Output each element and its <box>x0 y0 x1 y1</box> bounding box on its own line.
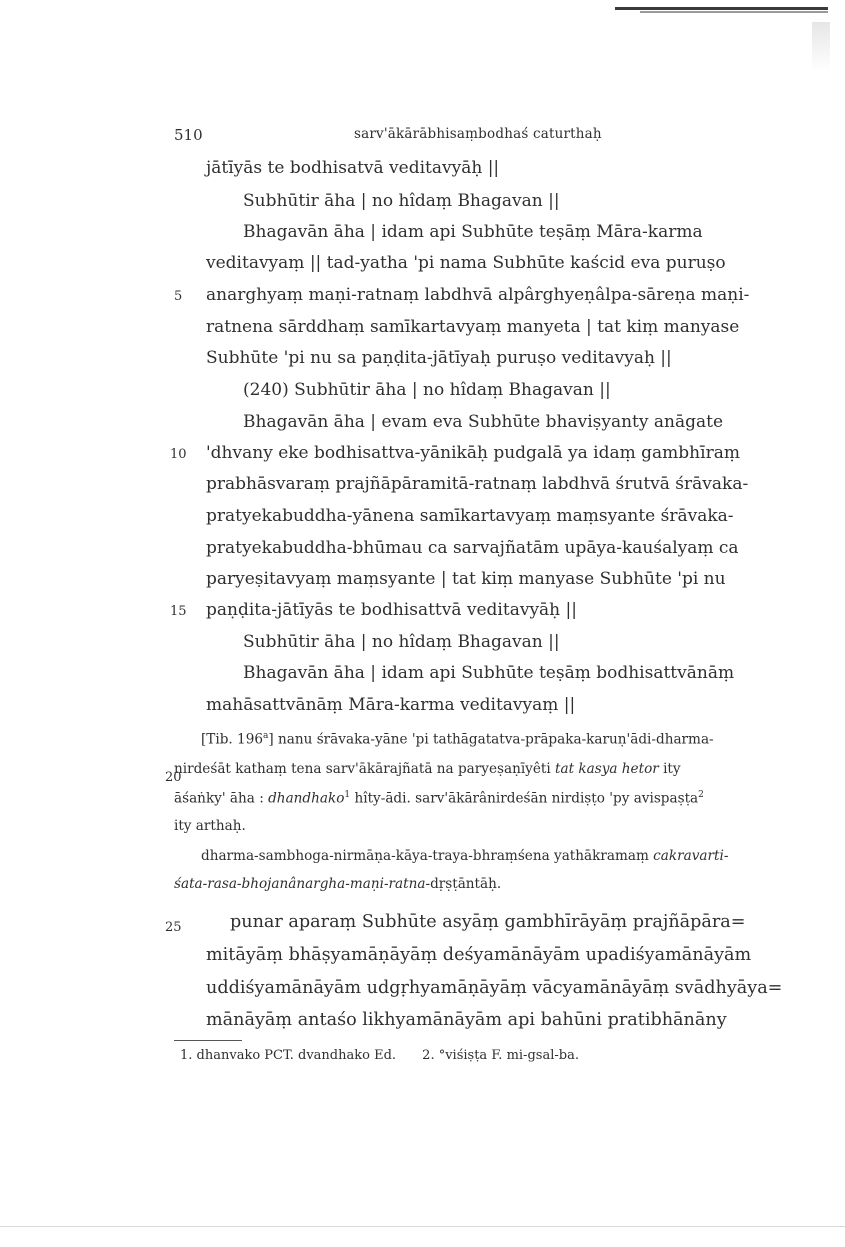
text-line: Subhūtir āha | no hîdaṃ Bhagavan || <box>243 191 560 211</box>
text-line: 'dhvany eke bodhisattva-yānikāḥ pudgalā ya idaṃ gambhīraṃ <box>206 443 740 463</box>
text-line: Bhagavān āha | evam eva Subhūte bhaviṣyanty anāgate <box>243 412 724 432</box>
line-number: 20 <box>165 770 182 785</box>
scan-corner-shadow <box>812 22 830 72</box>
passage-line: uddiśyamānāyām udgṛhyamāṇāyāṃ vācyamānāyāṃ svādhyāya= <box>206 978 783 998</box>
text-line: ratnena sārddhaṃ samīkartavyaṃ manyeta | tat kiṃ manyase <box>206 317 740 337</box>
commentary-line: śata-rasa-bhojanânargha-maṇi-ratna-dṛṣṭāntāḥ. <box>174 876 502 892</box>
commentary-line: [Tib. 196$^a$] nanu śrāvaka-yāne 'pi tathāgatatva-prāpaka-karuṇ'ādi-dharma- <box>201 731 714 748</box>
commentary-line: nirdeśāt kathaṃ tena sarv'ākārajñatā na paryeṣaṇīyêti tat kasya hetor ity <box>174 761 681 777</box>
line-number: 10 <box>170 447 187 462</box>
text-line: anarghyaṃ maṇi-ratnaṃ labdhvā alpârghyeṇâlpa-sāreṇa maṇi- <box>206 285 750 305</box>
text-line: prabhāsvaraṃ prajñāpāramitā-ratnaṃ labdhvā śrutvā śrāvaka- <box>206 474 749 494</box>
line-number: 5 <box>174 289 183 304</box>
text-line: Subhūtir āha | no hîdaṃ Bhagavan || <box>243 632 560 652</box>
line-number: 15 <box>170 604 187 619</box>
text-line: Bhagavān āha | idam api Subhūte teṣāṃ bodhisattvānāṃ <box>243 663 735 683</box>
scan-edge-mark-shadow <box>640 11 828 13</box>
text-line: paṇḍita-jātīyās te bodhisattvā veditavyāḥ || <box>206 600 577 620</box>
passage-line: mitāyāṃ bhāṣyamāṇāyāṃ deśyamānāyām upadiśyamānāyām <box>206 945 752 965</box>
text-line: (240) Subhūtir āha | no hîdaṃ Bhagavan || <box>243 380 611 400</box>
footnote: 1. dhanvako PCT. dvandhako Ed. <box>180 1048 397 1063</box>
text-line: Subhūte 'pi nu sa paṇḍita-jātīyaḥ puruṣo veditavyaḥ || <box>206 348 672 368</box>
commentary-line: ity arthaḥ. <box>174 818 246 834</box>
page-number: 510 <box>174 126 203 144</box>
scan-edge-mark <box>615 7 828 10</box>
text-line: pratyekabuddha-bhūmau ca sarvajñatām upāya-kauśalyaṃ ca <box>206 538 739 558</box>
passage-line: punar aparaṃ Subhūte asyāṃ gambhīrāyāṃ prajñāpāra= <box>230 912 746 932</box>
text-line: Bhagavān āha | idam api Subhūte teṣāṃ Māra-karma <box>243 222 703 242</box>
text-line: jātīyās te bodhisatvā veditavyāḥ || <box>206 158 500 178</box>
text-line: mahāsattvānāṃ Māra-karma veditavyaṃ || <box>206 695 576 715</box>
commentary-line: dharma-sambhoga-nirmāṇa-kāya-traya-bhraṃśena yathākramaṃ cakravarti- <box>201 848 729 864</box>
footnote-rule <box>174 1040 242 1041</box>
footnotes <box>180 1048 601 1063</box>
text-line: pratyekabuddha-yānena samīkartavyaṃ maṃsyante śrāvaka- <box>206 506 734 526</box>
commentary-line: āśaṅky' āha : dhandhako$^1$ hîty-ādi. sarv'ākārânirdeśān nirdiṣṭo 'py avispaṣṭa$^2$ <box>174 790 704 807</box>
text-line: paryeṣitavyaṃ maṃsyante | tat kiṃ manyase Subhūte 'pi nu <box>206 569 726 589</box>
passage-line: mānāyāṃ antaśo likhyamānāyām api bahūni pratibhānāny <box>206 1010 727 1030</box>
line-number: 25 <box>165 920 182 935</box>
running-title: sarv'ākārābhisaṃbodhaś caturthaḥ <box>354 126 602 142</box>
text-line: veditavyaṃ || tad-yatha 'pi nama Subhūte kaścid eva puruṣo <box>206 253 726 273</box>
footnote: 2. °viśiṣṭa F. mi-gsal-ba. <box>422 1048 579 1063</box>
scan-bottom-edge <box>0 1226 845 1227</box>
